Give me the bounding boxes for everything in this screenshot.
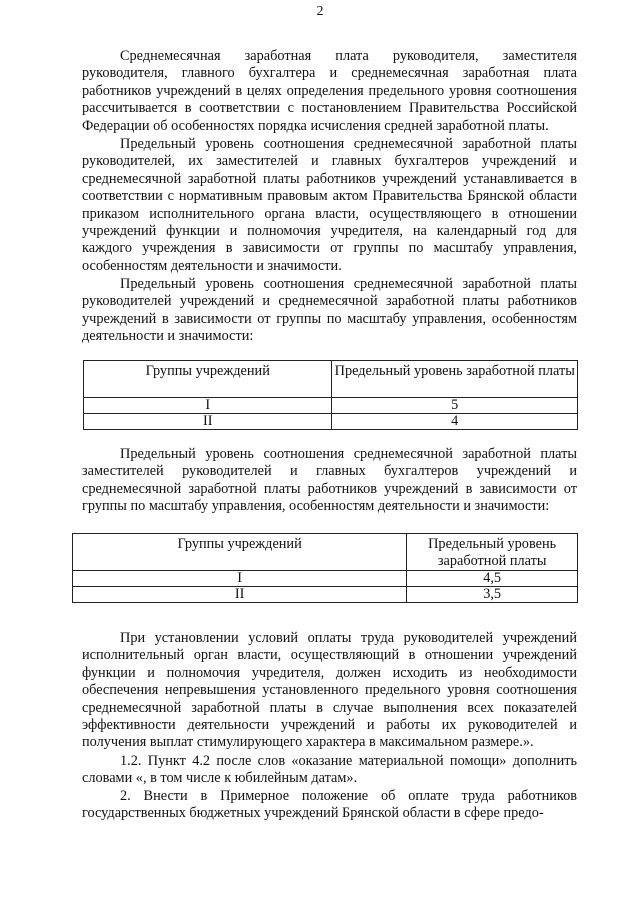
paragraph-average-salary-calculation: Среднемесячная заработная плата руководителя, заместителя руководителя, главного бухгалтера и среднемесячная заработная плата работников учреждений в целях определения предельного уровня соотношения рассчитывается в соответствии с постановлением Правительства Российской Федерации об особенностях порядка исчисления средней заработной платы. <box>82 48 577 134</box>
paragraph-remuneration-conditions: При установлении условий оплаты труда руководителей учреждений исполнительный орган власти, осуществляющий в отношении учреждений функции и полномочия учредителя, должен исходить из необходимости обеспечения непревышения установленного предельного уровня соотношения среднемесячной заработной платы в случае выполнения всех показателей эффективности деятельности учреждений и работы их руководителей и получения выплат стимулирующего характера в максимальном размере.». <box>82 630 577 751</box>
table-header-row <box>84 361 578 398</box>
table-row <box>84 398 578 414</box>
table-row <box>84 414 578 430</box>
paragraph-heads-ratio-intro: Предельный уровень соотношения среднемесячной заработной платы руководителей учреждений и среднемесячной заработной платы работников учреждений в зависимости от группы по масштабу управления, особенностям деятельности и значимости: <box>82 276 577 345</box>
paragraph-clause-2: 2. Внести в Примерное положение об оплате труда работников государственных бюджетных учреждений Брянской области в сфере предо- <box>82 788 577 822</box>
limit-cell: 4,5 <box>407 571 578 587</box>
limit-cell: 3,5 <box>407 587 578 603</box>
group-cell: II <box>84 414 332 430</box>
paragraph-limit-ratio-establishment: Предельный уровень соотношения среднемесячной заработной платы руководителей, их заместителей и главных бухгалтеров учреждений и среднемесячной заработной платы работников учреждений устанавливается в соответствии с нормативным правовым актом Правительства Брянской области приказом исполнительного органа власти, осуществляющего в отношении учреждений функции и полномочия учредителя, на календарный год для каждого учреждения в зависимости от группы по масштабу управления, особенностям деятельности и значимости. <box>82 136 577 274</box>
limit-cell: 5 <box>332 398 578 414</box>
heads-ratio-table <box>83 360 578 430</box>
table-header-row <box>73 534 578 571</box>
paragraph-clause-1-2: 1.2. Пункт 4.2 после слов «оказание материальной помощи» дополнить словами «, в том числе к юбилейным датам». <box>82 753 577 787</box>
group-cell: I <box>84 398 332 414</box>
group-cell: II <box>73 587 407 603</box>
group-cell: I <box>73 571 407 587</box>
column-header-limit-level: Предельный уровень заработной платы <box>407 534 578 571</box>
column-header-groups: Группы учреждений <box>84 361 332 398</box>
limit-cell: 4 <box>332 414 578 430</box>
column-header-limit-level: Предельный уровень заработной платы <box>332 361 578 398</box>
deputies-ratio-table <box>72 533 578 603</box>
table-row <box>73 571 578 587</box>
column-header-groups: Группы учреждений <box>73 534 407 571</box>
page-number: 2 <box>316 4 324 19</box>
paragraph-deputies-ratio-intro: Предельный уровень соотношения среднемесячной заработной платы заместителей руководителей и главных бухгалтеров учреждений и среднемесячной заработной платы работников учреждений в зависимости от группы по масштабу управления, особенностям деятельности и значимости: <box>82 446 577 515</box>
table-row <box>73 587 578 603</box>
